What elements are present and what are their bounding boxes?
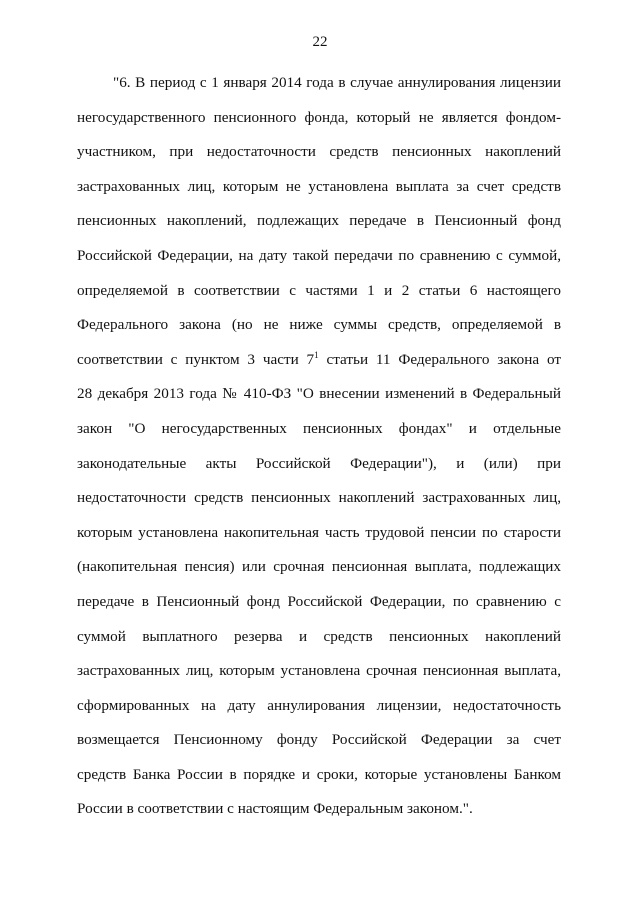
text-line-9-end: статьи 11 Федерального закона от xyxy=(318,350,561,368)
text-line-5: пенсионных накоплений, подлежащих передаче в Пенсионный фонд xyxy=(77,212,561,230)
superscript: 1 xyxy=(314,349,319,360)
text-line-13: недостаточности средств пенсионных накоплений застрахованных лиц, xyxy=(77,489,561,507)
text-line-16: передаче в Пенсионный фонд Российской Федерации, по сравнению с xyxy=(77,592,561,610)
text-line-21: средств Банка России в порядке и сроки, которые установлены Банком xyxy=(77,765,561,783)
text-line-11: закон "О негосударственных пенсионных фондах" и отдельные xyxy=(77,419,561,437)
text-line-2: негосударственного пенсионного фонда, который не является фондом- xyxy=(77,108,561,126)
text-line-12: законодательные акты Российской Федерации"), и (или) при xyxy=(77,454,561,472)
paragraph-6 xyxy=(77,66,561,827)
text-line-7: определяемой в соответствии с частями 1 и 2 статьи 6 настоящего xyxy=(77,281,561,299)
text-line-1: "6. В период с 1 января 2014 года в случае аннулирования лицензии xyxy=(113,74,561,91)
text-line-4: застрахованных лиц, которым не установлена выплата за счет средств xyxy=(77,177,561,195)
text-line-15: (накопительная пенсия) или срочная пенсионная выплата, подлежащих xyxy=(77,558,561,576)
text-line-9-start: соответствии с пунктом 3 части 7 xyxy=(77,350,315,368)
text-line-6: Российской Федерации, на дату такой передачи по сравнению с суммой, xyxy=(77,246,561,264)
text-line-18: застрахованных лиц, которым установлена срочная пенсионная выплата, xyxy=(77,662,561,680)
text-line-22: России в соответствии с настоящим Федеральным законом.". xyxy=(77,800,473,818)
text-line-19: сформированных на дату аннулирования лицензии, недостаточность xyxy=(77,696,561,714)
text-line-9 xyxy=(77,343,561,378)
text-line-14: которым установлена накопительная часть трудовой пенсии по старости xyxy=(77,523,561,541)
text-line-3: участником, при недостаточности средств пенсионных накоплений xyxy=(77,143,561,161)
text-line-10: 28 декабря 2013 года № 410-ФЗ "О внесении изменений в Федеральный xyxy=(77,385,561,403)
text-line-17: суммой выплатного резерва и средств пенсионных накоплений xyxy=(77,627,561,645)
text-line-8: Федерального закона (но не ниже суммы средств, определяемой в xyxy=(77,316,561,334)
page-number: 22 xyxy=(312,34,328,50)
text-line-20: возмещается Пенсионному фонду Российской Федерации за счет xyxy=(77,731,561,749)
